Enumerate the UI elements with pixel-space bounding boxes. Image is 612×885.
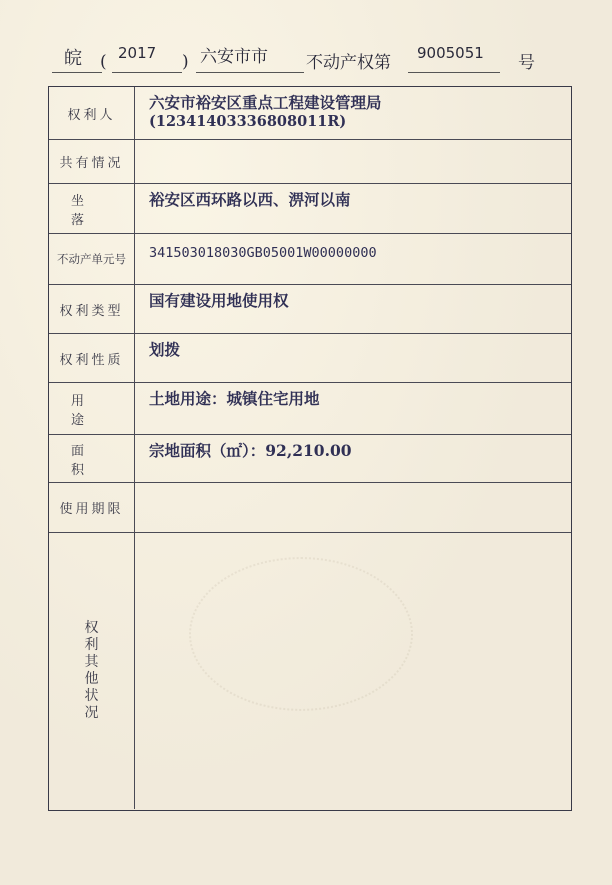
row-other-conditions (49, 533, 571, 809)
label-location: 坐落 (49, 184, 135, 233)
vertical-label-char: 况 (84, 705, 99, 721)
property-table (48, 86, 572, 811)
row-right-type (49, 285, 571, 334)
value-right-nature: 划拨 (149, 340, 181, 359)
row-term (49, 483, 571, 533)
label-unit-number: 不动产单元号 (49, 234, 135, 284)
label-right-nature: 权利性质 (49, 334, 135, 382)
underline (196, 72, 304, 73)
vertical-label-char: 利 (84, 637, 99, 653)
owner-code: (12341403336808011R) (149, 113, 347, 130)
row-unit-number (49, 234, 571, 285)
underline (112, 72, 182, 73)
label-owner: 权利人 (49, 87, 135, 139)
underline (408, 72, 500, 73)
value-usage: 土地用途：城镇住宅用地 (149, 389, 320, 408)
row-co-ownership (49, 140, 571, 184)
owner-name: 六安市裕安区重点工程建设管理局 (149, 93, 382, 112)
value-right-type: 国有建设用地使用权 (149, 291, 289, 310)
city: 六安市市 (200, 47, 268, 67)
label-other-conditions (49, 533, 135, 809)
certificate-number: 9005051 (417, 44, 484, 62)
underline (52, 72, 102, 73)
value-owner (149, 93, 563, 131)
open-paren: ( (100, 52, 107, 72)
row-usage (49, 383, 571, 435)
year: 2017 (118, 44, 157, 62)
close-paren: ) (182, 52, 189, 72)
label-term: 使用期限 (49, 483, 135, 532)
value-unit-number: 341503018030GB05001W00000000 (149, 245, 377, 261)
vertical-label-char: 其 (84, 654, 99, 670)
province-abbr: 皖 (64, 48, 82, 69)
value-area: 宗地面积（㎡）：92,210.00 (149, 441, 352, 460)
label-right-type: 权利类型 (49, 285, 135, 333)
vertical-label-char: 状 (84, 688, 99, 704)
certificate-header (0, 40, 612, 80)
vertical-label-char: 他 (84, 671, 99, 687)
label-area: 面积 (49, 435, 135, 482)
row-owner (49, 87, 571, 140)
certificate-suffix: 号 (518, 53, 535, 73)
row-area (49, 435, 571, 483)
value-location: 裕安区西环路以西、淠河以南 (149, 190, 351, 209)
row-right-nature (49, 334, 571, 383)
label-co-ownership: 共有情况 (49, 140, 135, 183)
row-location (49, 184, 571, 234)
vertical-label-char: 权 (84, 620, 99, 636)
label-usage: 用途 (49, 383, 135, 434)
certificate-label: 不动产权第 (306, 53, 391, 73)
